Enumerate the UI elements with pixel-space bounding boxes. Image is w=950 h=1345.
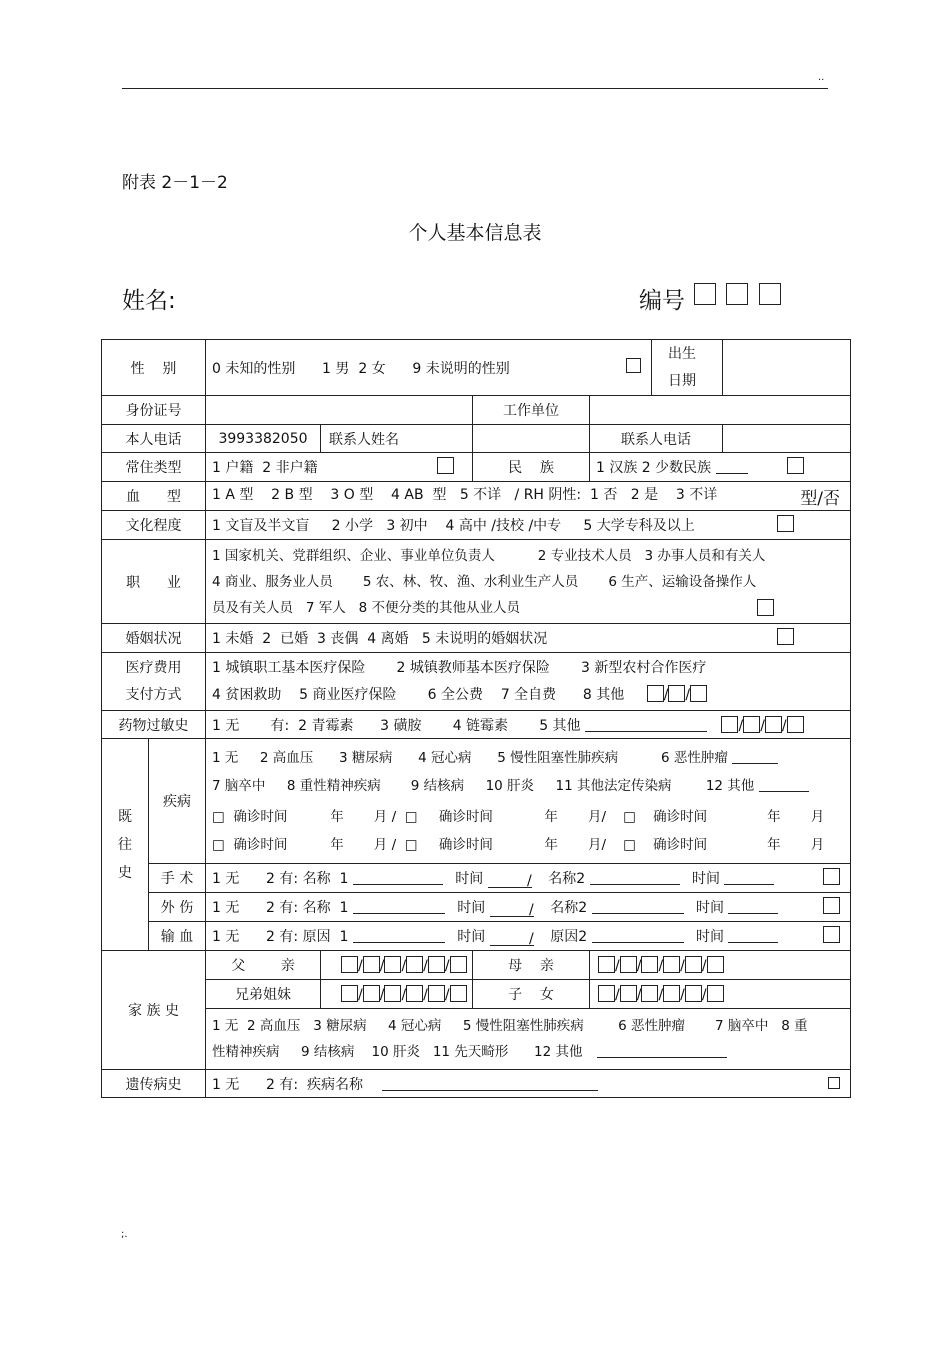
transfusion-reason-2-field[interactable] (592, 928, 684, 943)
gender-options: 0 未知的性别 1 男 2 女 9 未说明的性别 (212, 360, 510, 377)
allergy-label: 药物过敏史 (102, 711, 206, 739)
form-title: 个人基本信息表 (408, 222, 542, 244)
page-header-marker: .. (818, 72, 825, 83)
residence-options: 1 户籍 2 非户籍 (212, 460, 318, 476)
family-line-1: 1 无 2 高血压 3 糖尿病 4 冠心病 5 慢性阻塞性肺疾病 6 恶性肿瘤 7 脑卒中 8 重 (212, 1018, 808, 1034)
trauma-time-1-field[interactable]: / (490, 902, 534, 917)
code-label: 编号 (639, 288, 685, 314)
payment-checkboxes: / / (647, 687, 707, 703)
trauma-time-label-2: 时间 (696, 900, 725, 916)
children-checkbox-1[interactable] (598, 985, 615, 1002)
payment-checkbox-3[interactable] (690, 685, 707, 702)
transfusion-text: 1 无 2 有: 原因 1 (212, 929, 349, 945)
surgery-name-1-field[interactable] (353, 870, 443, 885)
payment-checkbox-1[interactable] (647, 685, 664, 702)
contact-name-field[interactable] (473, 425, 590, 453)
confirm-line-2: □ 确诊时间 年 月 / □ 确诊时间 年 月/ □ 确诊时间 年 月 (212, 836, 825, 853)
row-trauma (102, 893, 851, 922)
row-residence (102, 453, 851, 482)
row-genetic (102, 1070, 851, 1098)
disease-other-blank[interactable] (759, 777, 809, 792)
blood-options: 1 A 型 2 B 型 3 O 型 4 AB 型 5 不详 / RH 阴性: 1 否 2 是 3 不详 (212, 486, 718, 503)
father-label: 父 亲 (206, 951, 321, 980)
transfusion-reason-1-field[interactable] (353, 928, 445, 943)
mother-checkbox-5[interactable] (685, 956, 702, 973)
payment-cell (206, 653, 851, 711)
trauma-time-label: 时间 (457, 900, 486, 916)
genetic-cell (206, 1070, 851, 1098)
surgery-name2-label: 名称2 (548, 871, 586, 887)
mother-checkbox-2[interactable] (620, 956, 637, 973)
blood-suffix: 型/否 (800, 488, 841, 509)
education-options: 1 文盲及半文盲 2 小学 3 初中 4 高中 /技校 /中专 5 大学专科及以上 (212, 518, 695, 534)
trauma-time-2-field[interactable] (728, 899, 778, 914)
code-box-1[interactable] (694, 283, 716, 305)
id-label: 身份证号 (102, 396, 206, 425)
siblings-checkbox-6[interactable] (450, 985, 467, 1002)
trauma-name2-label: 名称2 (550, 900, 588, 916)
row-allergy (102, 711, 851, 739)
allergy-other-blank[interactable] (585, 717, 707, 732)
siblings-checkbox-3[interactable] (384, 985, 401, 1002)
mother-checkbox-3[interactable] (641, 956, 658, 973)
gender-options-cell (206, 340, 652, 396)
occupation-label: 职 业 (102, 540, 206, 624)
marriage-options: 1 未婚 2 已婚 3 丧偶 4 离婚 5 未说明的婚姻状况 (212, 631, 548, 647)
education-label: 文化程度 (102, 511, 206, 540)
disease-line-2: 7 脑卒中 8 重性精神疾病 9 结核病 10 肝炎 11 其他法定传染病 12 其他 (212, 777, 755, 794)
surgery-time-1-field[interactable]: / (488, 873, 532, 888)
blood-cell (206, 482, 851, 511)
mother-checkbox-6[interactable] (707, 956, 724, 973)
allergy-cell (206, 711, 851, 739)
siblings-checkboxes: / / / / / (321, 980, 473, 1009)
family-line-2: 性精神疾病 9 结核病 10 肝炎 11 先天畸形 12 其他 (212, 1044, 583, 1060)
personal-info-table (101, 339, 851, 1098)
occupation-checkbox[interactable] (757, 599, 774, 616)
contact-phone-field[interactable] (723, 425, 851, 453)
siblings-checkbox-1[interactable] (341, 985, 358, 1002)
father-checkbox-1[interactable] (341, 956, 358, 973)
row-blood (102, 482, 851, 511)
mother-checkbox-4[interactable] (663, 956, 680, 973)
appendix-label: 附表 2－1－2 (122, 173, 228, 193)
row-gender (102, 340, 851, 396)
gender-label: 性 别 (102, 340, 206, 396)
children-checkbox-2[interactable] (620, 985, 637, 1002)
transfusion-reason2-label: 原因2 (550, 929, 588, 945)
row-family-parents (102, 951, 851, 980)
row-occupation (102, 540, 851, 624)
name-label: 姓名: (122, 288, 176, 314)
genetic-label: 遗传病史 (102, 1070, 206, 1098)
row-education (102, 511, 851, 540)
ethnic-label: 民 族 (473, 453, 590, 482)
transfusion-time-label-2: 时间 (696, 929, 725, 945)
surgery-name-2-field[interactable] (590, 870, 680, 885)
row-family-siblings (102, 980, 851, 1009)
children-checkboxes: / / / / / (590, 980, 851, 1009)
contact-name-label: 联系人姓名 (321, 425, 473, 453)
row-marriage (102, 624, 851, 653)
history-label-text: 既往史 (118, 808, 132, 881)
mother-checkbox-1[interactable] (598, 956, 615, 973)
occupation-line-1: 1 国家机关、党群组织、企业、事业单位负责人 2 专业技术人员 3 办事人员和有关人 (212, 547, 766, 564)
transfusion-time-label: 时间 (457, 929, 486, 945)
transfusion-time-1-field[interactable]: / (490, 931, 534, 946)
education-checkbox[interactable] (777, 515, 794, 532)
father-checkboxes: / / / / / (321, 951, 473, 980)
trauma-name-1-field[interactable] (353, 899, 445, 914)
payment-label-2: 支付方式 (125, 686, 182, 703)
marriage-cell (206, 624, 851, 653)
work-field[interactable] (590, 396, 851, 425)
payment-label-1: 医疗费用 (125, 659, 182, 676)
phone-value[interactable]: 3993382050 (206, 425, 321, 453)
children-label: 子 女 (473, 980, 590, 1009)
family-other-blank[interactable] (597, 1043, 727, 1058)
occupation-line-3: 员及有关人员 7 军人 8 不便分类的其他从业人员 (212, 599, 521, 616)
surgery-time-label-2: 时间 (692, 871, 721, 887)
siblings-checkbox-5[interactable] (428, 985, 445, 1002)
marriage-checkbox[interactable] (777, 628, 794, 645)
father-checkbox-3[interactable] (384, 956, 401, 973)
row-history-disease (102, 739, 851, 864)
birth-label-2: 日期 (668, 372, 697, 389)
gender-checkbox[interactable] (626, 358, 641, 373)
disease-tumor-blank[interactable] (732, 749, 778, 764)
ethnic-options: 1 汉族 2 少数民族 (596, 460, 712, 476)
payment-line-1: 1 城镇职工基本医疗保险 2 城镇教师基本医疗保险 3 新型农村合作医疗 (212, 659, 707, 676)
payment-line-2: 4 贫困救助 5 商业医疗保险 6 全公费 7 全自费 8 其他 (212, 686, 625, 703)
blood-label: 血 型 (102, 482, 206, 511)
father-checkbox-5[interactable] (428, 956, 445, 973)
education-cell (206, 511, 851, 540)
allergy-checkbox-1[interactable] (721, 716, 738, 733)
trauma-text: 1 无 2 有: 名称 1 (212, 900, 349, 916)
birth-label-cell (652, 340, 723, 396)
genetic-disease-field[interactable] (382, 1076, 598, 1091)
ethnic-cell (590, 453, 851, 482)
occupation-cell (206, 540, 851, 624)
genetic-checkbox[interactable] (828, 1077, 840, 1089)
children-checkbox-5[interactable] (685, 985, 702, 1002)
allergy-checkbox-3[interactable] (765, 716, 782, 733)
father-checkbox-6[interactable] (450, 956, 467, 973)
ethnic-checkbox[interactable] (787, 457, 804, 474)
code-box-2[interactable] (726, 283, 748, 305)
trauma-checkbox[interactable] (823, 897, 840, 914)
surgery-time-2-field[interactable] (724, 870, 774, 885)
surgery-label: 手 术 (149, 864, 206, 893)
family-label: 家 族 史 (102, 951, 206, 1070)
mother-checkboxes: / / / / / (590, 951, 851, 980)
surgery-time-label: 时间 (455, 871, 484, 887)
genetic-options: 1 无 2 有: 疾病名称 (212, 1076, 364, 1093)
marriage-label: 婚姻状况 (102, 624, 206, 653)
children-checkbox-6[interactable] (707, 985, 724, 1002)
siblings-checkbox-2[interactable] (363, 985, 380, 1002)
confirm-line-1: □ 确诊时间 年 月 / □ 确诊时间 年 月/ □ 确诊时间 年 月 (212, 808, 825, 825)
trauma-name-2-field[interactable] (592, 899, 684, 914)
occupation-line-2: 4 商业、服务业人员 5 农、林、牧、渔、水利业生产人员 6 生产、运输设备操作人 (212, 573, 757, 590)
mother-label: 母 亲 (473, 951, 590, 980)
row-family-diseases (102, 1009, 851, 1070)
transfusion-checkbox[interactable] (823, 926, 840, 943)
father-checkbox-2[interactable] (363, 956, 380, 973)
work-label: 工作单位 (473, 396, 590, 425)
siblings-label: 兄弟姐妹 (206, 980, 321, 1009)
ethnic-blank[interactable] (716, 459, 748, 474)
contact-phone-label: 联系人电话 (590, 425, 723, 453)
transfusion-cell (206, 922, 851, 951)
phone-label: 本人电话 (102, 425, 206, 453)
row-id (102, 396, 851, 425)
birth-date-field[interactable] (723, 340, 851, 396)
row-surgery (102, 864, 851, 893)
residence-checkbox[interactable] (437, 457, 454, 474)
surgery-checkbox[interactable] (823, 868, 840, 885)
disease-line-1: 1 无 2 高血压 3 糖尿病 4 冠心病 5 慢性阻塞性肺疾病 6 恶性肿瘤 (212, 749, 728, 766)
payment-label-cell (102, 653, 206, 711)
surgery-cell (206, 864, 851, 893)
id-field[interactable] (206, 396, 473, 425)
allergy-options: 1 无 有: 2 青霉素 3 磺胺 4 链霉素 5 其他 (212, 717, 581, 734)
children-checkbox-4[interactable] (663, 985, 680, 1002)
code-box-3[interactable] (759, 283, 781, 305)
birth-label-1: 出生 (668, 345, 697, 362)
row-transfusion (102, 922, 851, 951)
trauma-cell (206, 893, 851, 922)
row-phone (102, 425, 851, 453)
children-checkbox-3[interactable] (641, 985, 658, 1002)
father-checkbox-4[interactable] (406, 956, 423, 973)
allergy-checkbox-4[interactable] (787, 716, 804, 733)
allergy-checkbox-2[interactable] (743, 716, 760, 733)
payment-checkbox-2[interactable] (668, 685, 685, 702)
siblings-checkbox-4[interactable] (406, 985, 423, 1002)
transfusion-label: 输 血 (149, 922, 206, 951)
residence-cell (206, 453, 473, 482)
residence-label: 常住类型 (102, 453, 206, 482)
allergy-checkboxes: / / / (721, 718, 803, 734)
disease-label: 疾病 (149, 739, 206, 864)
family-disease-cell (206, 1009, 851, 1070)
trauma-label: 外 伤 (149, 893, 206, 922)
disease-cell (206, 739, 851, 864)
header-rule (122, 88, 828, 89)
surgery-text: 1 无 2 有: 名称 1 (212, 871, 349, 887)
row-payment (102, 653, 851, 711)
history-label (102, 739, 149, 951)
transfusion-time-2-field[interactable] (728, 928, 778, 943)
page-footer-marker: ;. (121, 1229, 128, 1240)
